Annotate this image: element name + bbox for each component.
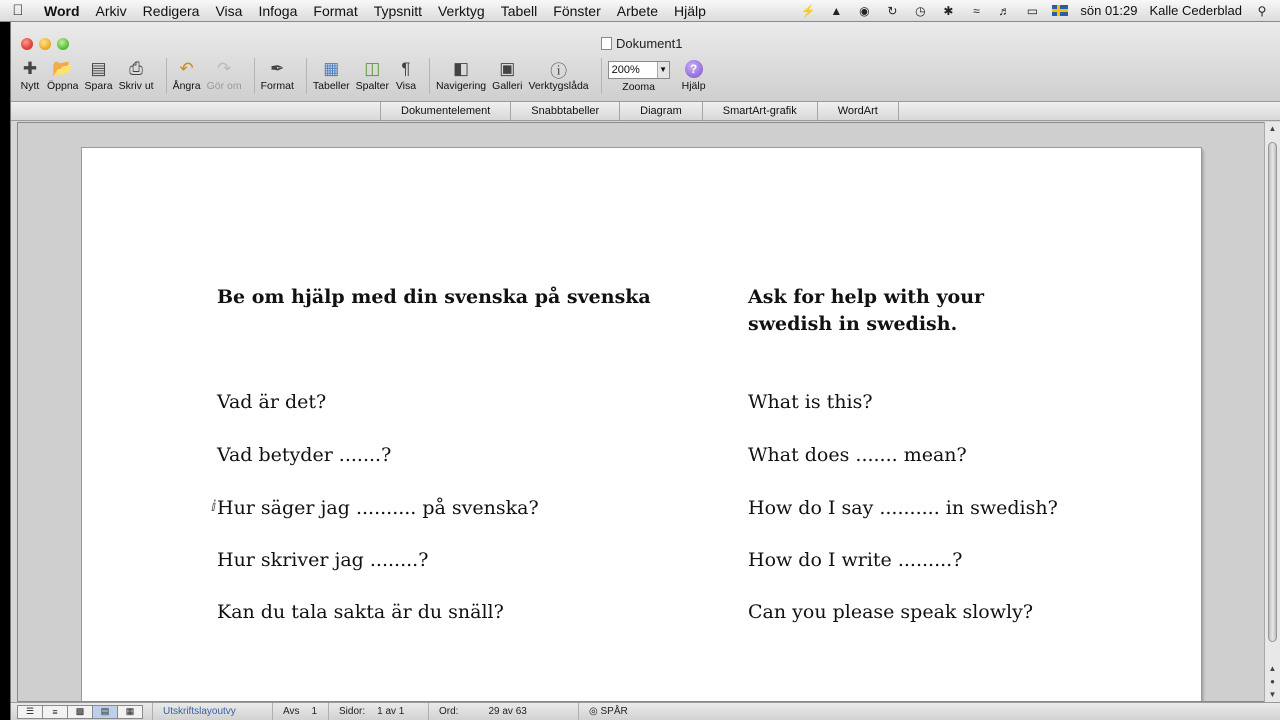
open-label: Öppna	[47, 80, 79, 92]
undo-icon: ↶	[179, 59, 194, 78]
words-label: Ord:	[439, 705, 459, 717]
phrase-swedish: Vad är det?	[217, 391, 327, 413]
spotlight-search-icon[interactable]: ⚲	[1257, 3, 1267, 18]
scroll-browse-icon[interactable]: ●	[1270, 677, 1275, 686]
tables-button[interactable]	[313, 58, 350, 92]
word-count-indicator[interactable]	[428, 703, 578, 720]
phrase-english: How do I say .......... in swedish?	[748, 497, 1058, 519]
show-button[interactable]	[395, 58, 417, 92]
toolbar-divider	[254, 58, 255, 94]
sidebar-icon: ◧	[453, 59, 470, 78]
zoom-value: 200%	[611, 64, 640, 76]
gallery-button[interactable]	[492, 58, 522, 92]
tab-diagram[interactable]: Diagram	[619, 102, 702, 121]
menu-tabell[interactable]: Tabell	[500, 2, 538, 19]
wifi-icon[interactable]: ≈	[973, 3, 980, 18]
tab-snabbtabeller[interactable]: Snabbtabeller	[510, 102, 619, 121]
redo-icon: ↷	[216, 59, 232, 78]
pages-indicator[interactable]	[328, 703, 428, 720]
track-changes-icon: ◎	[589, 705, 601, 717]
window-title	[601, 36, 682, 51]
zoom-select[interactable]	[608, 61, 670, 79]
word-window	[10, 22, 1280, 720]
drive-icon[interactable]: ▲	[830, 3, 843, 18]
format-painter-button[interactable]	[261, 58, 294, 92]
title-bar	[11, 22, 1280, 102]
menu-arkiv[interactable]: Arkiv	[95, 2, 127, 19]
elements-ribbon	[11, 102, 1280, 121]
heading-english-line1: Ask for help with your	[748, 286, 985, 308]
open-button[interactable]	[47, 58, 79, 92]
menu-verktyg[interactable]: Verktyg	[437, 2, 485, 19]
table-grid-icon: ▦	[323, 59, 340, 78]
scrollbar-thumb[interactable]	[1268, 142, 1277, 642]
swedish-flag-icon[interactable]	[1052, 5, 1068, 16]
document-icon	[601, 37, 612, 50]
record-icon[interactable]: ◉	[859, 3, 870, 18]
track-label: SPÅR	[600, 705, 628, 717]
scroll-prev-page-icon[interactable]: ▲	[1268, 664, 1277, 673]
menu-hjalp[interactable]: Hjälp	[674, 2, 706, 19]
tables-label: Tabeller	[312, 80, 350, 92]
format-label: Format	[260, 80, 294, 92]
publishing-view-icon[interactable]: ▩	[67, 705, 93, 719]
redo-button[interactable]	[207, 58, 242, 92]
battery-icon[interactable]: ▭	[1026, 3, 1039, 18]
scroll-up-icon[interactable]: ▲	[1268, 124, 1277, 133]
phrase-english: What is this?	[748, 391, 873, 413]
print-layout-view-icon[interactable]: ▤	[92, 705, 118, 719]
document-page[interactable]	[82, 148, 1201, 702]
toolbox-label: Verktygslåda	[528, 80, 589, 92]
status-bar	[11, 702, 1280, 720]
toolbox-button[interactable]	[529, 58, 589, 92]
zoom-window-button[interactable]	[57, 38, 69, 50]
menu-arbete[interactable]: Arbete	[616, 2, 658, 19]
draft-view-icon[interactable]: ☰	[17, 705, 43, 719]
phrase-swedish: Vad betyder .......?	[217, 444, 392, 466]
menu-infoga[interactable]: Infoga	[258, 2, 298, 19]
scroll-next-page-icon[interactable]: ▼	[1268, 690, 1277, 699]
columns-button[interactable]	[356, 58, 389, 92]
menu-word[interactable]: Word	[44, 2, 80, 19]
gallery-label: Galleri	[492, 80, 523, 92]
save-disk-icon: ▤	[90, 59, 107, 78]
notebook-view-icon[interactable]: ▦	[117, 705, 143, 719]
save-label: Spara	[84, 80, 113, 92]
close-window-button[interactable]	[21, 38, 33, 50]
menu-format[interactable]: Format	[313, 2, 358, 19]
words-value: 29 av 63	[488, 705, 527, 717]
minimize-window-button[interactable]	[39, 38, 51, 50]
pages-label: Sidor:	[339, 705, 366, 717]
phrase-swedish: Kan du tala sakta är du snäll?	[217, 601, 504, 623]
vertical-scrollbar[interactable]	[1264, 122, 1280, 702]
zoom-control[interactable]	[608, 58, 670, 93]
tab-dokumentelement[interactable]: Dokumentelement	[380, 102, 510, 121]
undo-label: Ångra	[172, 80, 201, 92]
menu-redigera[interactable]: Redigera	[142, 2, 200, 19]
new-label: Nytt	[20, 80, 40, 92]
toolbar-divider	[601, 58, 602, 94]
toolbox-icon: ⓘ	[550, 61, 568, 81]
columns-icon: ◫	[364, 59, 381, 78]
tab-smartart[interactable]: SmartArt-grafik	[702, 102, 817, 121]
new-button[interactable]	[19, 58, 41, 92]
help-icon: ?	[683, 58, 705, 80]
show-label: Visa	[395, 80, 417, 92]
menu-bar	[0, 0, 1280, 22]
bluetooth-icon[interactable]: ✱	[943, 3, 954, 18]
menu-fonster[interactable]: Fönster	[553, 2, 601, 19]
toolbar-divider	[166, 58, 167, 94]
time-machine-icon[interactable]: ◷	[915, 3, 926, 18]
zoom-label: Zooma	[622, 81, 655, 93]
window-title-text: Dokument1	[616, 36, 683, 51]
gallery-icon: ▣	[499, 59, 516, 78]
toolbar-divider	[429, 58, 430, 94]
tab-wordart[interactable]: WordArt	[817, 102, 899, 121]
section-indicator[interactable]	[272, 703, 328, 720]
phrase-english: What does ....... mean?	[748, 444, 967, 466]
heading-english-line2: swedish in swedish.	[748, 313, 958, 335]
pages-value: 1 av 1	[377, 705, 405, 717]
heading-swedish: Be om hjälp med din svenska på svenska	[217, 286, 651, 308]
toolbar-divider	[306, 58, 307, 94]
standard-toolbar	[11, 58, 1280, 102]
sync-icon[interactable]: ↻	[887, 3, 898, 18]
save-button[interactable]	[85, 58, 113, 92]
phrase-swedish: Hur skriver jag ........?	[217, 549, 429, 571]
printer-icon: ⎙	[129, 59, 143, 78]
phrase-english: How do I write .........?	[748, 549, 963, 571]
track-changes-indicator[interactable]	[578, 703, 658, 720]
help-label: Hjälp	[681, 80, 706, 92]
open-folder-icon: 📂	[52, 59, 74, 78]
menu-visa[interactable]: Visa	[215, 2, 243, 19]
apple-menu-icon[interactable]	[0, 2, 36, 19]
pilcrow-icon: ¶	[401, 59, 411, 78]
navigation-button[interactable]	[436, 58, 486, 92]
print-button[interactable]	[119, 58, 154, 92]
redo-label: Gör om	[206, 80, 242, 92]
phrase-swedish: Hur säger jag .......... på svenska?	[217, 497, 539, 519]
print-label: Skriv ut	[118, 80, 154, 92]
section-value: 1	[311, 705, 318, 717]
outline-view-icon[interactable]: ≡	[42, 705, 68, 719]
navigation-label: Navigering	[435, 80, 487, 92]
view-name[interactable]: Utskriftslayoutvy	[152, 703, 272, 720]
undo-button[interactable]	[173, 58, 201, 92]
help-button[interactable]	[682, 58, 706, 92]
chevron-down-icon[interactable]: ▼	[657, 62, 669, 78]
section-label: Avs	[283, 705, 300, 717]
lightning-icon[interactable]: ⚡	[800, 3, 816, 18]
format-brush-icon: ✒	[270, 59, 285, 78]
volume-icon[interactable]: ♬	[998, 3, 1011, 18]
document-area[interactable]	[17, 122, 1265, 702]
columns-label: Spalter	[355, 80, 389, 92]
new-document-icon: ✚	[22, 59, 38, 78]
text-cursor-icon: ⅈ	[211, 498, 217, 515]
view-switcher	[17, 705, 142, 719]
menu-typsnitt[interactable]: Typsnitt	[373, 2, 422, 19]
menubar-user[interactable]: Kalle Cederblad	[1149, 3, 1242, 18]
menubar-clock[interactable]: sön 01:29	[1080, 3, 1138, 18]
phrase-english: Can you please speak slowly?	[748, 601, 1033, 623]
